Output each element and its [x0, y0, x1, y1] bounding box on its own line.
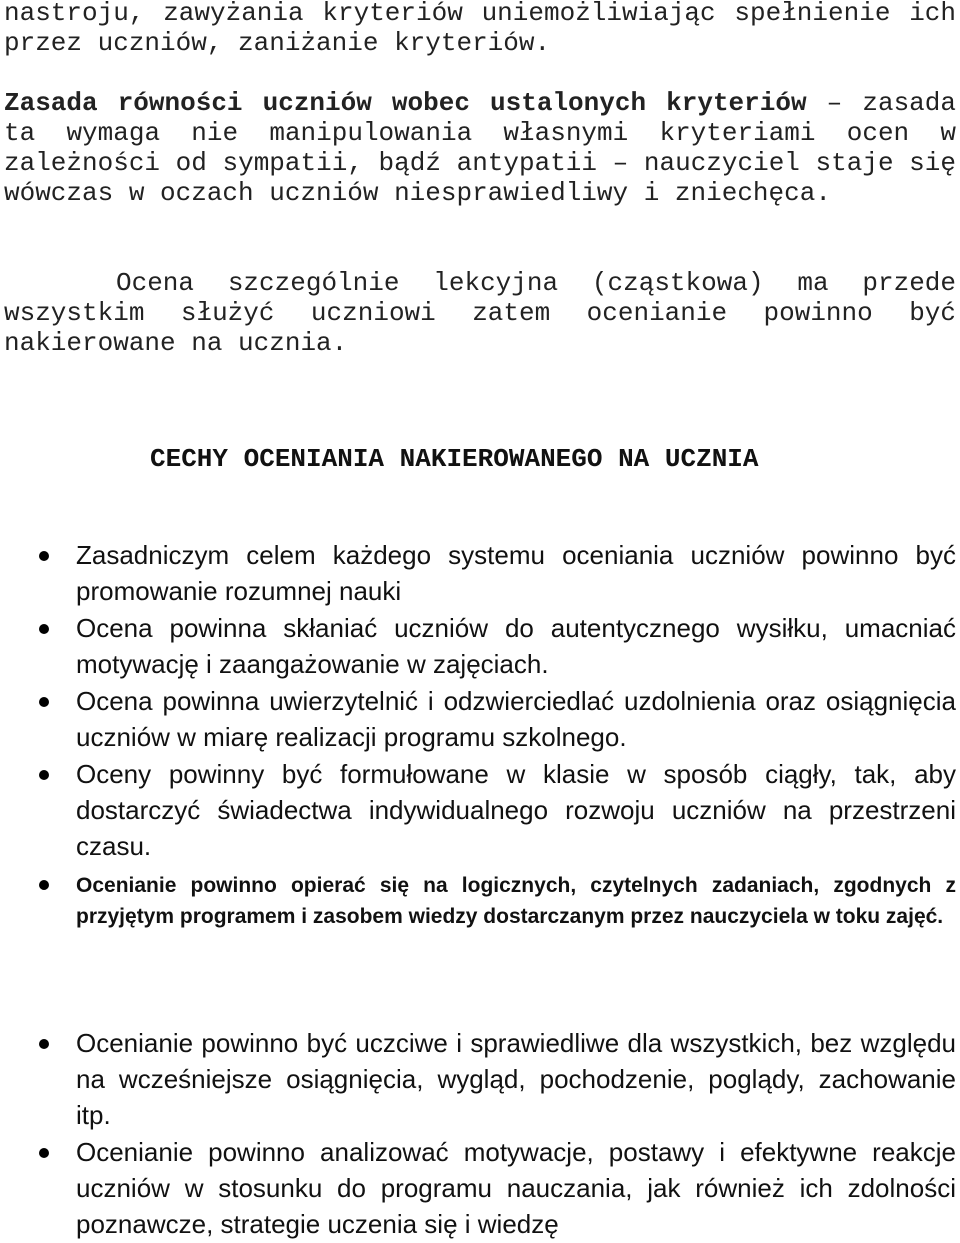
zasada-rownosci-text: – zasada ta wymaga nie manipulowania własnymi kryteriami ocen w zależności od sympatii, bądź antypatii – nauczyciel staje się wówczas w oczach uczniów niesprawiedliwy i zniechęca. [4, 88, 956, 208]
list-item [0, 1025, 960, 1133]
list-item [0, 683, 960, 755]
paragraph-zasada-rownosci [4, 88, 956, 208]
list-item-text: Ocenianie powinno opierać się na logicznych, czytelnych zadaniach, zgodnych z przyjętym programem i zasobem wiedzy dostarczanym przez nauczyciela w toku zajęć. [76, 874, 956, 928]
list-item-text: Ocenianie powinno analizować motywacje, postawy i efektywne reakcje uczniów w stosunku do programu nauczania, jak również ich zdolności poznawcze, strategie uczenia się i wiedzę [76, 1137, 956, 1239]
list-item-text: Oceny powinny być formułowane w klasie w sposób ciągły, tak, aby dostarczyć świadectwa indywidualnego rozwoju uczniów na przestrzeni czasu. [76, 759, 956, 861]
list-item-text: Ocena powinna uwierzytelnić i odzwierciedlać uzdolnienia oraz osiągnięcia uczniów w miarę realizacji programu szkolnego. [76, 686, 956, 752]
bullet-icon [39, 1039, 49, 1049]
paragraph-ocena-lekcyjna: Ocena szczególnie lekcyjna (cząstkowa) ma przede wszystkim służyć uczniowi zatem ocenianie powinno być nakierowane na ucznia. [4, 268, 956, 358]
paragraph-fragment-top: nastroju, zawyżania kryteriów uniemożliwiając spełnienie ich przez uczniów, zaniżanie kryteriów. [4, 0, 956, 58]
list-item [0, 1134, 960, 1242]
bullet-icon [39, 1148, 49, 1158]
bullet-icon [39, 880, 49, 890]
bullet-icon [39, 697, 49, 707]
bullet-list-features-continued [0, 1025, 960, 1243]
list-item-bold [0, 870, 960, 932]
list-item [0, 537, 960, 609]
bullet-icon [39, 624, 49, 634]
bullet-list-features [0, 537, 960, 932]
list-item-text: Ocena powinna skłaniać uczniów do autentycznego wysiłku, umacniać motywację i zaangażowanie w zajęciach. [76, 613, 956, 679]
section-heading: CECHY OCENIANIA NAKIEROWANEGO NA UCZNIA [150, 444, 759, 474]
bullet-icon [39, 551, 49, 561]
list-item [0, 756, 960, 864]
list-item-text: Zasadniczym celem każdego systemu oceniania uczniów powinno być promowanie rozumnej nauki [76, 540, 956, 606]
list-item-text: Ocenianie powinno być uczciwe i sprawiedliwe dla wszystkich, bez względu na wcześniejsze osiągnięcia, wygląd, pochodzenie, poglądy, zachowanie itp. [76, 1028, 956, 1130]
zasada-rownosci-title: Zasada równości uczniów wobec ustalonych kryteriów [4, 88, 807, 118]
list-item [0, 610, 960, 682]
bullet-icon [39, 770, 49, 780]
